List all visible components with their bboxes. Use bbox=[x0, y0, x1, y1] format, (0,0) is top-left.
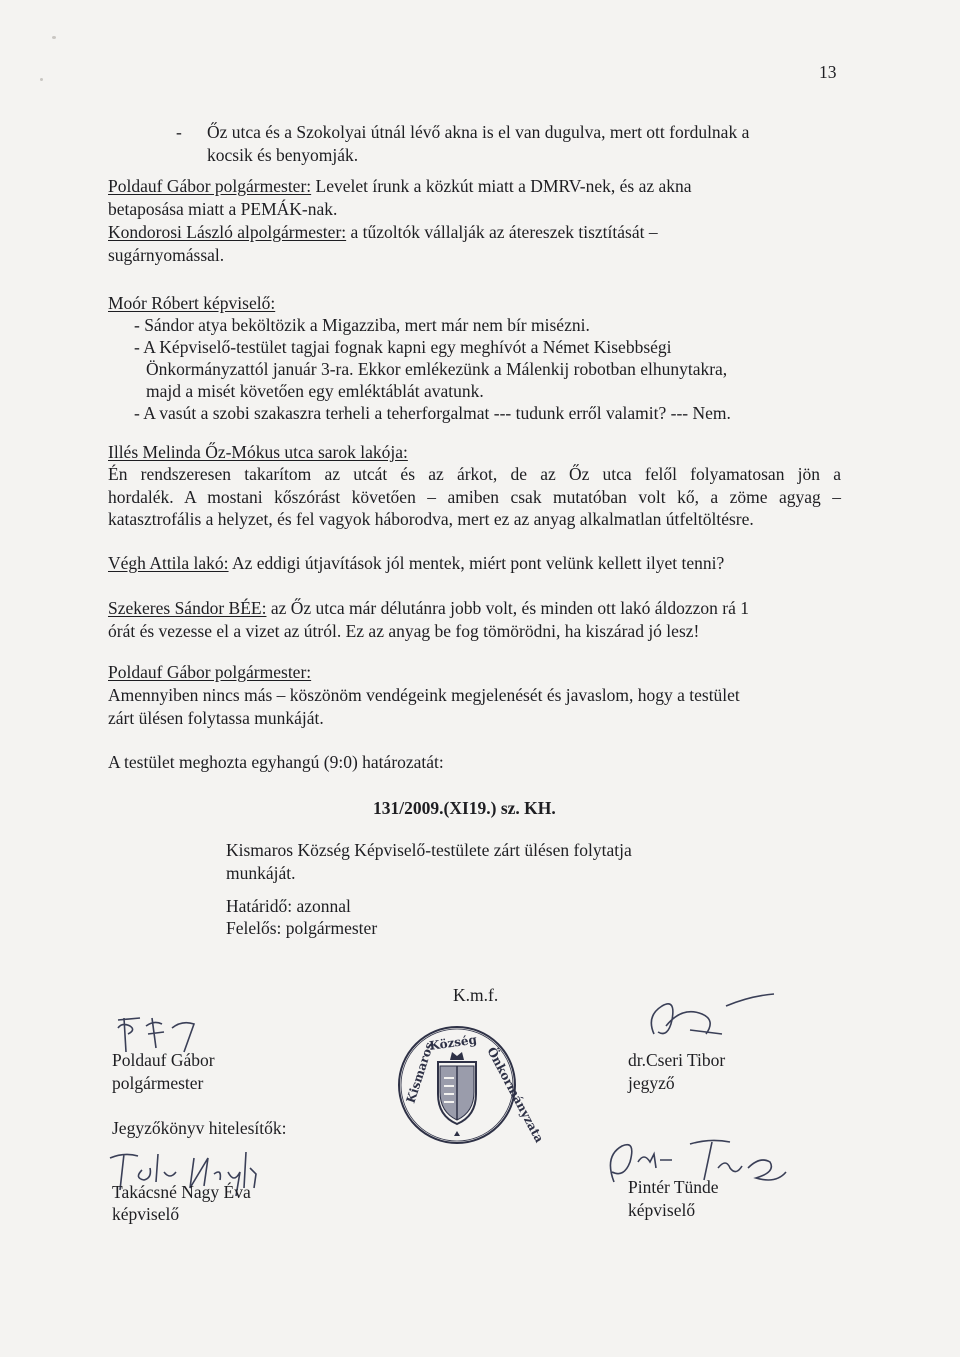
scan-speck bbox=[52, 36, 56, 39]
mayor-signature bbox=[112, 1008, 212, 1054]
speaker-illes: Illés Melinda Őz-Mókus utca sarok lakója: bbox=[108, 442, 408, 462]
illes-line-3: katasztrofális a helyzet, és fel vagyok háborodva, mert ez az anyag alkalmatlan útfeltöltésre. bbox=[108, 509, 754, 529]
speaker-vegh: Végh Attila lakó: bbox=[108, 553, 229, 573]
notary-name: dr.Cseri Tibor bbox=[628, 1050, 726, 1070]
poldauf-closing-line-1: Amennyiben nincs más – köszönöm vendégeink megjelenését és javaslom, hogy a testület bbox=[108, 685, 740, 705]
decision-intro: A testület meghozta egyhangú (9:0) határozatát: bbox=[108, 752, 444, 772]
resolution-number: 131/2009.(XI19.) sz. KH. bbox=[373, 798, 556, 818]
notary-title: jegyző bbox=[628, 1073, 675, 1093]
resolution-text-line-1: Kismaros Község Képviselő-testülete zárt ülésen folytatja bbox=[226, 840, 632, 860]
speaker-kondorosi: Kondorosi László alpolgármester: bbox=[108, 222, 347, 242]
speaker-poldauf-2: Poldauf Gábor polgármester: bbox=[108, 662, 312, 682]
resolution-deadline: Határidő: azonnal bbox=[226, 896, 351, 916]
moor-item-1: - Sándor atya beköltözik a Migazziba, mert már nem bír misézni. bbox=[134, 315, 590, 335]
svg-text:Kismaros: Kismaros bbox=[403, 1040, 437, 1105]
resolution-text-line-2: munkáját. bbox=[226, 863, 296, 883]
moor-item-3: - A vasút a szobi szakaszra terheli a teherforgalmat --- tudunk erről valamit? --- Nem. bbox=[134, 403, 731, 423]
svg-text:Község: Község bbox=[428, 1032, 478, 1053]
scan-speck bbox=[40, 78, 43, 81]
moor-item-2-line-1: - A Képviselő-testület tagjai fognak kapni egy meghívót a Német Kisebbségi bbox=[134, 337, 672, 357]
speaker-moor: Moór Róbert képviselő: bbox=[108, 293, 276, 313]
verifier-1-name: Takácsné Nagy Éva bbox=[112, 1182, 251, 1202]
speaker-szekeres: Szekeres Sándor BÉE: bbox=[108, 598, 267, 618]
notary-signature bbox=[642, 986, 782, 1046]
mayor-title: polgármester bbox=[112, 1073, 204, 1093]
vegh-statement: Végh Attila lakó: Az eddigi útjavítások jól mentek, miért pont velünk kellett ilyet tenni? bbox=[108, 553, 725, 573]
szekeres-statement-line-2: órát és vezesse el a vizet az útról. Ez az anyag be fog tömörödni, ha kiszárad jó lesz! bbox=[108, 621, 700, 641]
szekeres-statement-line-1: Szekeres Sándor BÉE: az Őz utca már délutánra jobb volt, és minden ott lakó áldozzon rá 1 bbox=[108, 598, 749, 618]
poldauf-closing-line-2: zárt ülésen folytassa munkáját. bbox=[108, 708, 324, 728]
moor-item-2-line-2: Önkormányzattól január 3-ra. Ekkor emlékezünk a Málenkij robotban elhunytakra, bbox=[146, 359, 728, 379]
page-number: 13 bbox=[819, 62, 837, 82]
illes-line-1: Én rendszeresen takarítom az utcát és az árkot, de az Őz utca felől folyamatosan jön a bbox=[108, 464, 841, 484]
speaker-poldauf: Poldauf Gábor polgármester: bbox=[108, 176, 312, 196]
verifier-2-name: Pintér Tünde bbox=[628, 1177, 719, 1197]
kondorosi-statement-line-2: sugárnyomással. bbox=[108, 245, 225, 265]
moor-item-2-line-3: majd a misét követően egy emléktáblát avatunk. bbox=[146, 381, 484, 401]
mayor-name: Poldauf Gábor bbox=[112, 1050, 215, 1070]
verifiers-label: Jegyzőkönyv hitelesítők: bbox=[112, 1118, 287, 1138]
intro-line-2: kocsik és benyomják. bbox=[207, 145, 359, 165]
kmf-label: K.m.f. bbox=[453, 985, 499, 1005]
illes-line-2: hordalék. A mostani kőszórást követően – amiben csak mutatóban volt kő, a zöme agyag – bbox=[108, 487, 841, 507]
intro-line-1: Őz utca és a Szokolyai útnál lévő akna is el van dugulva, mert ott fordulnak a bbox=[207, 122, 750, 142]
verifier-1-title: képviselő bbox=[112, 1204, 180, 1224]
bullet-dash: - bbox=[176, 122, 182, 142]
verifier-2-title: képviselő bbox=[628, 1200, 696, 1220]
svg-text:Önkormányzata: Önkormányzata bbox=[484, 1044, 547, 1145]
resolution-responsible: Felelős: polgármester bbox=[226, 918, 378, 938]
poldauf-statement-line-1: Poldauf Gábor polgármester: Levelet írunk a közkút miatt a DMRV-nek, és az akna bbox=[108, 176, 692, 196]
official-seal bbox=[392, 1020, 547, 1150]
poldauf-statement-line-2: betaposása miatt a PEMÁK-nak. bbox=[108, 199, 338, 219]
kondorosi-statement-line-1: Kondorosi László alpolgármester: a tűzoltók vállalják az átereszek tisztítását – bbox=[108, 222, 658, 242]
